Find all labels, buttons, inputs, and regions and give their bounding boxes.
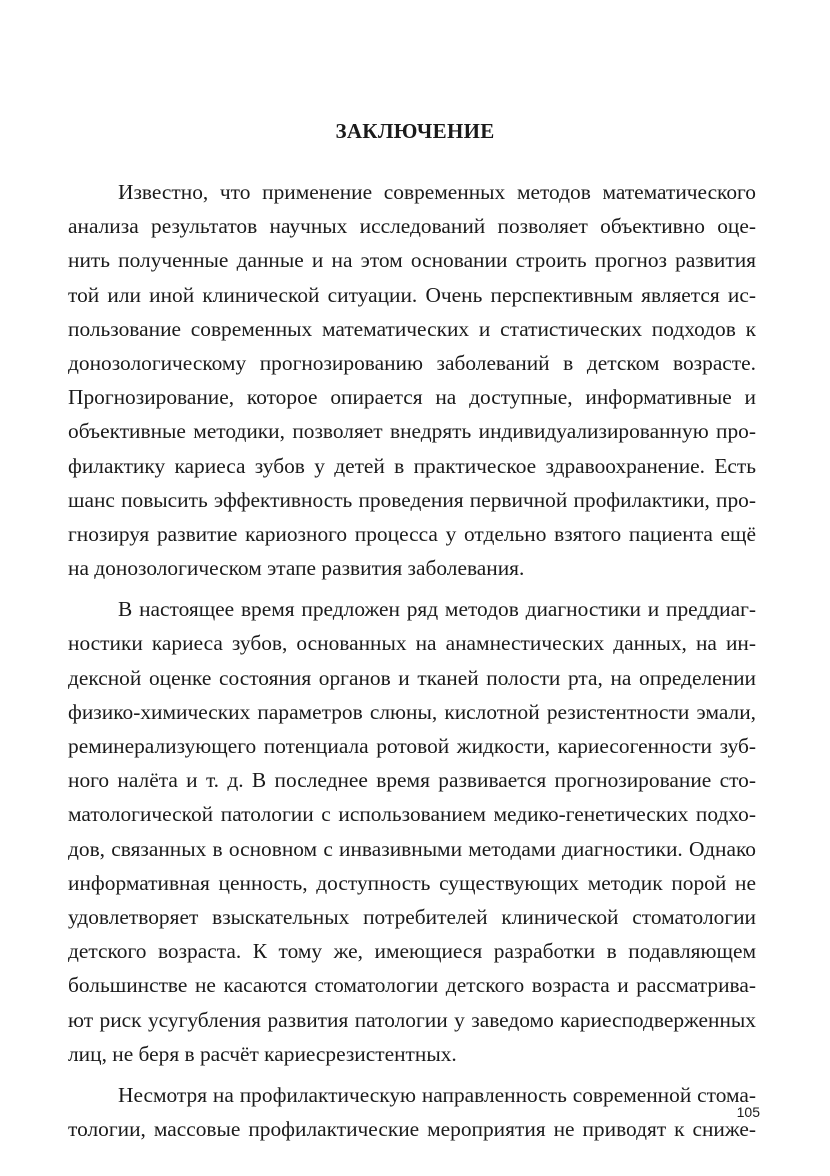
paragraph [68, 592, 756, 1071]
text-line: физико-химических параметров слюны, кислотной резистентности эмали, [68, 699, 756, 724]
paragraph [68, 1078, 756, 1146]
text-line: донозологическому прогнозированию заболеваний в детском возрасте. [68, 350, 756, 375]
text-line: пользование современных математических и статистических подходов к [68, 316, 756, 341]
text-line: нить полученные данные и на этом основании строить прогноз развития [68, 248, 756, 273]
text-line: филактику кариеса зубов у детей в практическое здравоохранение. Есть [68, 453, 756, 478]
text-line: гнозируя развитие кариозного процесса у отдельно взятого пациента ещё [68, 521, 756, 546]
text-line: анализа результатов научных исследований позволяет объективно оце- [68, 214, 756, 239]
page-number: 105 [736, 1104, 760, 1120]
page-title: ЗАКЛЮЧЕНИЕ [335, 119, 495, 143]
text-line: шанс повысить эффективность проведения первичной профилактики, про- [68, 487, 756, 512]
text-line: большинстве не касаются стоматологии детского возраста и рассматрива- [68, 973, 756, 998]
text-line: на донозологическом этапе развития заболевания. [68, 556, 525, 581]
text-line: объективные методики, позволяет внедрять индивидуализированную про- [68, 419, 756, 444]
text-line: Несмотря на профилактическую направленность современной стома- [118, 1082, 756, 1107]
text-line: ного налёта и т. д. В последнее время развивается прогнозирование сто- [68, 768, 756, 793]
text-line: информативная ценность, доступность существующих методик порой не [68, 870, 756, 895]
text-line: дексной оценке состояния органов и тканей полости рта, на определении [68, 665, 756, 690]
text-line: матологической патологии с использованием медико-генетических подхо- [68, 802, 756, 827]
paragraph [68, 175, 756, 585]
text-line: Известно, что применение современных методов математического [118, 180, 756, 204]
text-line: В настоящее время предложен ряд методов диагностики и преддиаг- [118, 597, 756, 622]
text-line: той или иной клинической ситуации. Очень перспективным является ис- [68, 282, 756, 307]
text-line: удовлетворяет взыскательных потребителей клинической стоматологии [68, 904, 756, 929]
text-line: лиц, не беря в расчёт кариесрезистентных. [68, 1041, 457, 1066]
text-line: ностики кариеса зубов, основанных на анамнестических данных, на ин- [68, 631, 756, 656]
text-line: тологии, массовые профилактические мероприятия не приводят к сниже- [68, 1117, 756, 1142]
text-line: детского возраста. К тому же, имеющиеся разработки в подавляющем [68, 939, 756, 964]
text-line: ют риск усугубления развития патологии у заведомо кариесподверженных [68, 1007, 756, 1032]
text-line: дов, связанных в основном с инвазивными методами диагностики. Однако [68, 836, 756, 861]
body-text [68, 175, 756, 1153]
text-line: реминерализующего потенциала ротовой жидкости, кариесогенности зуб- [68, 734, 756, 758]
text-line: Прогнозирование, которое опирается на доступные, информативные и [68, 385, 756, 410]
